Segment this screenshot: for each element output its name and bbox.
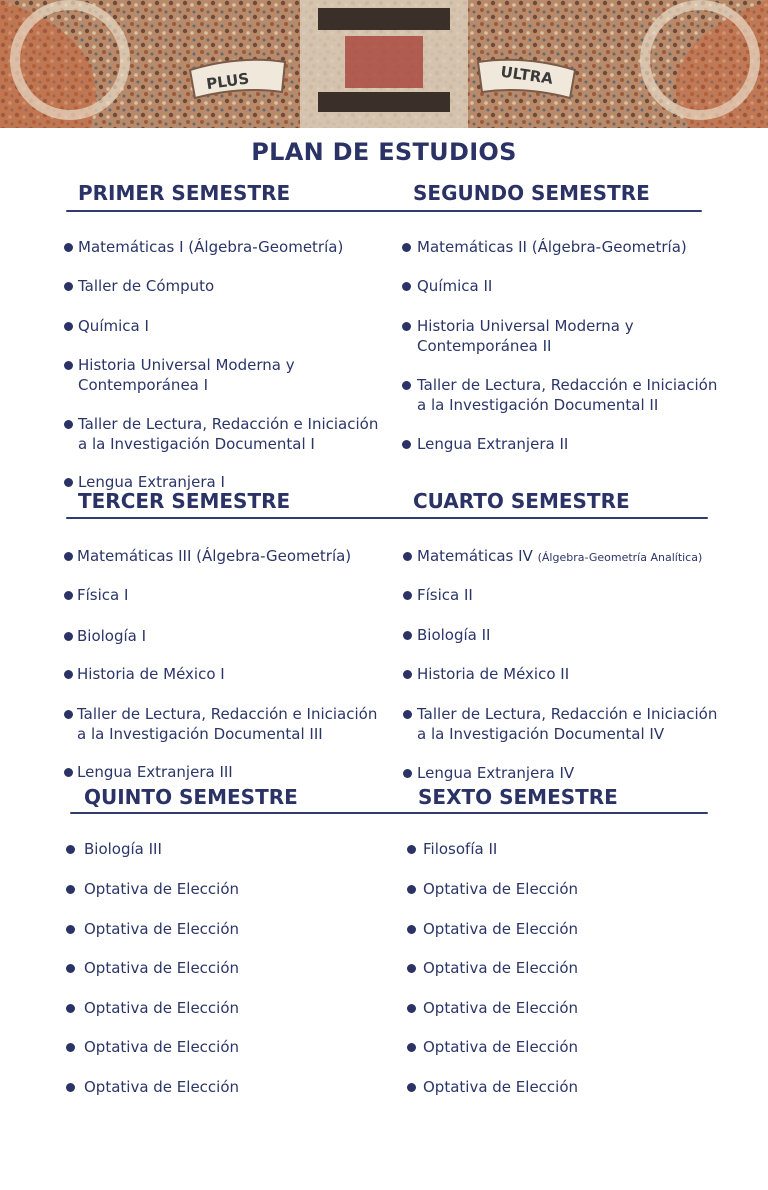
course-item-label: Optativa de Elección [423, 880, 579, 898]
course-item [78, 276, 214, 296]
semester-heading: SEGUNDO SEMESTRE [413, 181, 650, 205]
course-item-label: Optativa de Elección [84, 1038, 240, 1056]
course-item-label: Optativa de Elección [423, 1078, 579, 1096]
bullet-icon [402, 381, 411, 390]
course-item [77, 626, 146, 646]
course-item [84, 998, 239, 1018]
course-item [417, 664, 569, 684]
bullet-icon [64, 632, 73, 641]
bullet-icon [407, 964, 416, 973]
bullet-icon [64, 591, 73, 600]
course-item [423, 1037, 578, 1057]
bullet-icon [403, 710, 412, 719]
course-item [78, 316, 149, 336]
course-item-label: Optativa de Elección [423, 999, 579, 1017]
bullet-icon [66, 1083, 75, 1092]
bullet-icon [407, 1043, 416, 1052]
bullet-icon [403, 552, 412, 561]
course-item-label: Lengua Extranjera IV [417, 764, 575, 782]
course-item [417, 434, 568, 454]
bullet-icon [64, 322, 73, 331]
course-item-line: Taller de Lectura, Redacción e Iniciación [77, 705, 378, 723]
course-item-line: Taller de Lectura, Redacción e Iniciación [417, 376, 718, 394]
course-item [84, 1037, 239, 1057]
course-item-label: Historia de México II [417, 665, 570, 683]
semester-heading: SEXTO SEMESTRE [418, 785, 618, 809]
course-item [417, 585, 473, 605]
bullet-icon [64, 361, 73, 370]
course-item [423, 958, 578, 978]
bullet-icon [64, 710, 73, 719]
semester-heading: TERCER SEMESTRE [78, 489, 291, 513]
course-item [78, 237, 343, 257]
section-divider [66, 210, 702, 212]
bullet-icon [64, 478, 73, 487]
course-item-label: Biología III [84, 840, 162, 858]
page-title: PLAN DE ESTUDIOS [251, 138, 517, 166]
course-item-label: Física II [417, 586, 473, 604]
course-item-line: Contemporánea I [78, 376, 209, 394]
bullet-icon [403, 631, 412, 640]
course-item [423, 1077, 578, 1097]
course-item-line: a la Investigación Documental I [78, 435, 315, 453]
course-item-label: Lengua Extranjera II [417, 435, 569, 453]
bullet-icon [66, 1043, 75, 1052]
bullet-icon [407, 845, 416, 854]
course-item-label: Lengua Extranjera III [77, 763, 233, 781]
bullet-icon [403, 591, 412, 600]
course-item [417, 276, 492, 296]
course-item-label: Optativa de Elección [84, 1078, 240, 1096]
course-item [423, 919, 578, 939]
course-item-label: Optativa de Elección [84, 880, 240, 898]
course-item [423, 879, 578, 899]
course-item-label: Filosofía II [423, 840, 498, 858]
bullet-icon [66, 845, 75, 854]
course-item [77, 585, 128, 605]
plus-motto-text: PLUS [205, 69, 251, 94]
bullet-icon [64, 282, 73, 291]
ultra-motto-text: ULTRA [499, 62, 555, 88]
bullet-icon [407, 1083, 416, 1092]
course-item-line: Taller de Lectura, Redacción e Iniciación [78, 415, 379, 433]
bullet-icon [64, 420, 73, 429]
course-item-label: Optativa de Elección [84, 959, 240, 977]
course-item-label: Matemáticas II (Álgebra-Geometría) [417, 238, 687, 256]
bullet-icon [66, 885, 75, 894]
bullet-icon [66, 925, 75, 934]
course-item-label: Matemáticas IV [417, 547, 533, 565]
course-item [84, 839, 162, 859]
header-mural-banner [0, 0, 768, 128]
course-item [423, 839, 497, 859]
semester-heading: CUARTO SEMESTRE [413, 489, 630, 513]
course-item-line: Historia Universal Moderna y [417, 317, 634, 335]
bullet-icon [403, 670, 412, 679]
course-item [84, 879, 239, 899]
course-item-label: Biología I [77, 627, 147, 645]
semester-heading: QUINTO SEMESTRE [84, 785, 298, 809]
bullet-icon [402, 243, 411, 252]
course-item-label: Optativa de Elección [423, 959, 579, 977]
bullet-icon [64, 670, 73, 679]
course-item-label: Química II [417, 277, 493, 295]
course-item [84, 919, 239, 939]
course-item-label: Química I [78, 317, 149, 335]
course-item-line: Taller de Lectura, Redacción e Iniciación [417, 705, 718, 723]
course-item-note: (Álgebra-Geometría Analítica) [537, 551, 703, 564]
course-item [78, 414, 378, 454]
course-item-label: Optativa de Elección [84, 920, 240, 938]
bullet-icon [407, 1004, 416, 1013]
course-item [417, 625, 490, 645]
course-item-line: a la Investigación Documental II [417, 396, 659, 414]
section-divider [66, 517, 708, 519]
course-item-label: Lengua Extranjera I [78, 473, 225, 491]
bullet-icon [64, 243, 73, 252]
course-item [78, 355, 295, 395]
course-item [417, 316, 634, 356]
course-item-label: Optativa de Elección [423, 1038, 579, 1056]
course-item [417, 763, 574, 783]
course-item-label: Matemáticas I (Álgebra-Geometría) [78, 238, 344, 256]
course-item [84, 1077, 239, 1097]
course-item-line: Contemporánea II [417, 337, 552, 355]
course-item [77, 546, 351, 566]
course-item [417, 375, 717, 415]
bullet-icon [407, 925, 416, 934]
bullet-icon [66, 964, 75, 973]
course-item-line: a la Investigación Documental III [77, 725, 323, 743]
bullet-icon [402, 322, 411, 331]
course-item [77, 704, 377, 744]
course-item [84, 958, 239, 978]
section-divider [70, 812, 708, 814]
bullet-icon [64, 552, 73, 561]
course-item-label: Matemáticas III (Álgebra-Geometría) [77, 547, 352, 565]
course-item [423, 998, 578, 1018]
bullet-icon [402, 440, 411, 449]
course-item-label: Taller de Cómputo [78, 277, 215, 295]
course-item-label: Optativa de Elección [423, 920, 579, 938]
bullet-icon [64, 768, 73, 777]
bullet-icon [66, 1004, 75, 1013]
course-item-label: Optativa de Elección [84, 999, 240, 1017]
course-item-line: a la Investigación Documental IV [417, 725, 665, 743]
course-item [417, 546, 702, 568]
course-item [77, 664, 225, 684]
bullet-icon [402, 282, 411, 291]
course-item-label: Biología II [417, 626, 491, 644]
course-item-label: Historia de México I [77, 665, 225, 683]
course-item-label: Física I [77, 586, 129, 604]
course-item-line: Historia Universal Moderna y [78, 356, 295, 374]
course-item [77, 762, 233, 782]
semester-heading: PRIMER SEMESTRE [78, 181, 291, 205]
bullet-icon [407, 885, 416, 894]
course-item [417, 704, 717, 744]
course-item [417, 237, 687, 257]
bullet-icon [403, 769, 412, 778]
